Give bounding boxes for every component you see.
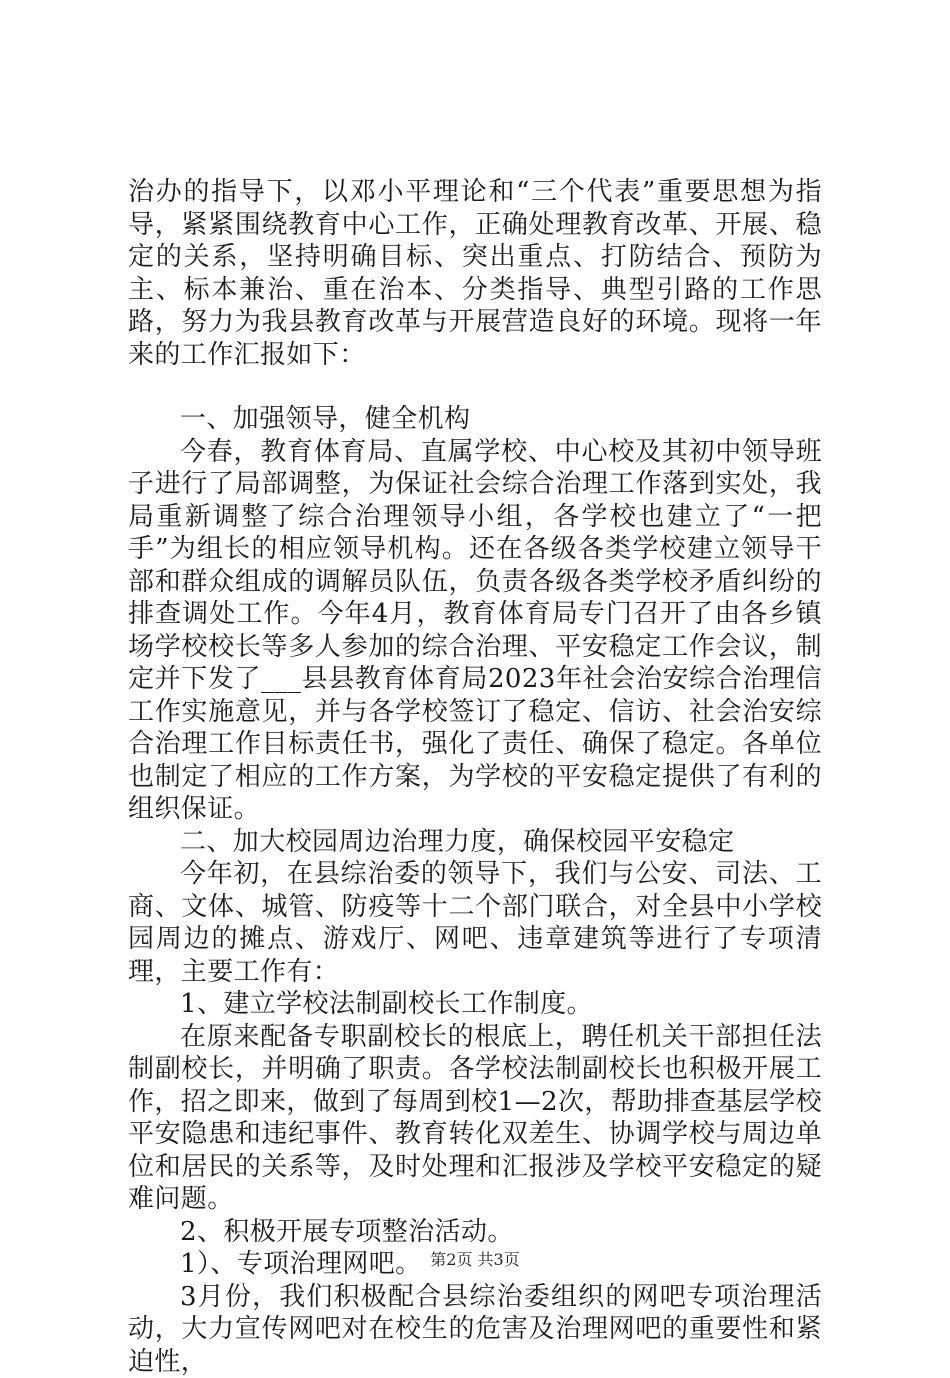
document-body — [128, 176, 822, 1378]
paragraph-leadership: 今春，教育体育局、直属学校、中心校及其初中领导班子进行了局部调整，为保证社会综合治理工作落到实处，我局重新调整了综合治理领导小组，各学校也建立了“一把手”为组长的相应领导机构。还在各级各类学校建立领导干部和群众组成的调解员队伍，负责各级各类学校矛盾纠纷的排查调处工作。今年4月，教育体育局专门召开了由各乡镇场学校校长等多人参加的综合治理、平安稳定工作会议，制定并下发了___县县教育体育局2023年社会治安综合治理信工作实施意见，并与各学校签订了稳定、信访、社会治安综合治理工作目标责任书，强化了责任、确保了稳定。各单位也制定了相应的工作方案，为学校的平安稳定提供了有利的组织保证。 — [128, 436, 822, 826]
paragraph-campus-cleanup: 今年初，在县综治委的领导下，我们与公安、司法、工商、文体、城管、防疫等十二个部门联合，对全县中小学校园周边的摊点、游戏厅、网吧、违章建筑等进行了专项清理，主要工作有： — [128, 858, 822, 988]
paragraph-legal-vice-principal: 在原来配备专职副校长的根底上，聘任机关干部担任法制副校长，并明确了职责。各学校法制副校长也积极开展工作，招之即来，做到了每周到校1—2次，帮助排查基层学校平安隐患和违纪事件、教育转化双差生、协调学校与周边单位和居民的关系等，及时处理和汇报涉及学校平安稳定的疑难问题。 — [128, 1021, 822, 1216]
paragraph-internet-cafe: 3月份，我们积极配合县综治委组织的网吧专项治理活动，大力宣传网吧对在校生的危害及治理网吧的重要性和紧迫性， — [128, 1281, 822, 1378]
subheading-legal-vice-principal: 1、建立学校法制副校长工作制度。 — [128, 988, 822, 1021]
paragraph-intro: 治办的指导下，以邓小平理论和“三个代表”重要思想为指导，紧紧围绕教育中心工作，正确处理教育改革、开展、稳定的关系，坚持明确目标、突出重点、打防结合、预防为主、标本兼治、重在治本、分类指导、典型引路的工作思路，努力为我县教育改革与开展营造良好的环境。现将一年来的工作汇报如下： — [128, 176, 822, 371]
section-heading-2: 二、加大校园周边治理力度，确保校园平安稳定 — [128, 826, 822, 859]
page-footer: 第2页 共3页 — [0, 1247, 950, 1270]
subheading-internet-cafe: 1）、专项治理网吧。 — [128, 1248, 822, 1281]
section-heading-1: 一、加强领导，健全机构 — [128, 403, 822, 436]
subheading-special-rectification: 2、积极开展专项整治活动。 — [128, 1216, 822, 1249]
